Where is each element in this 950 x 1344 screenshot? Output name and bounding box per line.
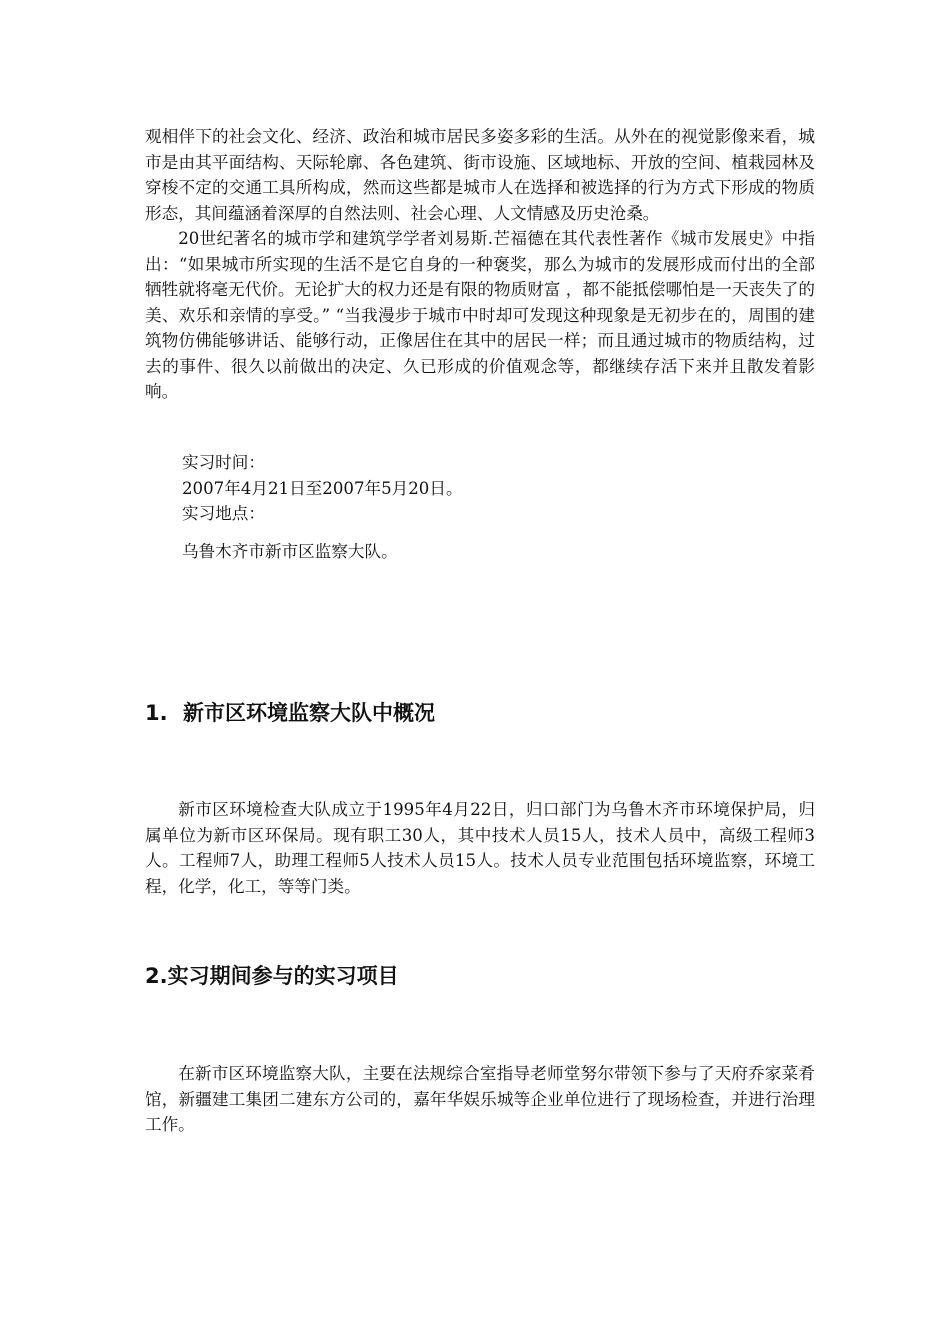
section-1-number: 1.: [145, 701, 168, 725]
section-2-number: 2.: [145, 964, 168, 988]
section-1-heading: [145, 698, 435, 728]
intro-paragraph-1: 观相伴下的社会文化、经济、政治和城市居民多姿多彩的生活。从外在的视觉影像来看，城市是由其平面结构、天际轮廓、各色建筑、街市设施、区域地标、开放的空间、植栽园林及穿梭不定的交通工具所构成，然而这些都是城市人在选择和被选择的行为方式下形成的物质形态，其间蕴涵着深厚的自然法则、社会心理、人文情感及历史沧桑。: [145, 127, 815, 223]
section-1-paragraph: 新市区环境检查大队成立于1995年4月22日，归口部门为乌鲁木齐市环境保护局，归属单位为新市区环保局。现有职工30人，其中技术人员15人，技术人员中，高级工程师3人。工程师7人，助理工程师5人技术人员15人。技术人员专业范围包括环境监察，环境工程，化学，化工，等等门类。: [145, 800, 815, 896]
internship-place-label: 实习地点：: [182, 504, 265, 523]
section-2-title: 实习期间参与的实习项目: [167, 964, 399, 988]
section-1-title: 新市区环境监察大队中概况: [183, 701, 435, 725]
internship-time-value: 2007年4月21日至2007年5月20日。: [182, 478, 463, 498]
internship-info: [145, 450, 815, 564]
intro-section: [145, 124, 815, 405]
intro-paragraph-2: 20世纪著名的城市学和建筑学学者刘易斯.芒福德在其代表性著作《城市发展史》中指出：“如果城市所实现的生活不是它自身的一种褒奖，那么为城市的发展形成而付出的全部牺牲就将毫无代价。无论扩大的权力还是有限的物质财富 ，都不能抵偿哪怕是一天丧失了的美、欢乐和亲情的享受。” “当我漫步于城市中时却可发现这种现象是无初步在的，周围的建筑物仿佛能够讲话、能够行动，正像居住在其中的居民一样；而且通过城市的物质结构，过去的事件、很久以前做出的决定、久已形成的价值观念等，都继续存活下来并且散发着影响。: [145, 229, 815, 401]
section-2-heading: [145, 961, 399, 991]
internship-time-label: 实习时间：: [182, 453, 265, 472]
section-1-body: [145, 797, 815, 899]
internship-place-value: 乌鲁木齐市新市区监察大队。: [182, 541, 398, 561]
section-2-paragraph: 在新市区环境监察大队，主要在法规综合室指导老师堂努尔带领下参与了天府乔家菜肴馆，新疆建工集团二建东方公司的，嘉年华娱乐城等企业单位进行了现场检查，并进行治理工作。: [145, 1064, 815, 1134]
section-2-body: [145, 1061, 815, 1138]
